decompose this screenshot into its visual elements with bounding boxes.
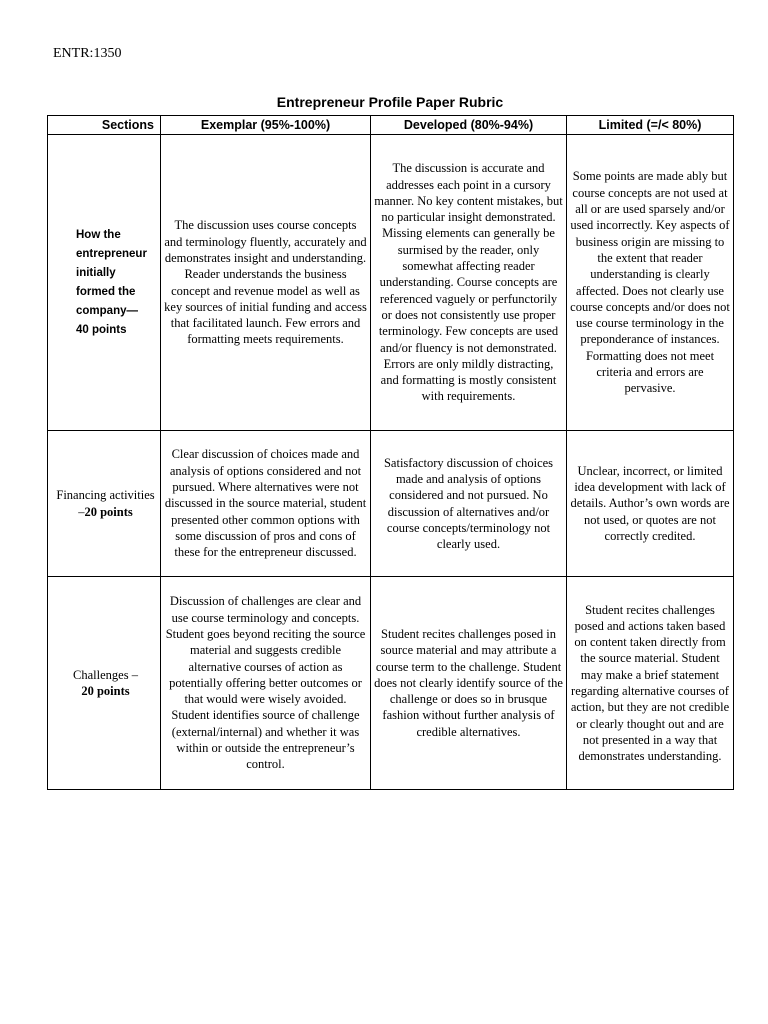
column-header-limited: Limited (=/< 80%) <box>567 116 734 135</box>
limited-cell: Unclear, incorrect, or limited idea development with lack of details. Author’s own words are not used, or quotes are not correctly credited. <box>567 431 734 577</box>
developed-cell: Student recites challenges posed in source material and may attribute a course term to the challenge. Student does not clearly identify source of the challenge or does so in brusque fashion without further analysis of credible alternatives. <box>371 577 567 790</box>
section-points: 20 points <box>81 684 130 698</box>
exemplar-cell: The discussion uses course concepts and terminology fluently, accurately and demonstrates insight and understanding. Reader understands the business concept and revenue model as well as key sources of initial funding and access that facilitated launch. Few errors and formatting meets requirements. <box>161 135 371 431</box>
rubric-header-row <box>48 116 734 135</box>
limited-cell: Student recites challenges posed and actions taken based on content taken directly from the source material. Student may make a brief statement regarding alternative courses of action, but they are not credible or clearly thought out and are not presented in a way that demonstrates understanding. <box>567 577 734 790</box>
exemplar-cell: Discussion of challenges are clear and use course terminology and concepts. Student goes beyond reciting the source material and suggests credible alternative courses of action as potentially offering better outcomes or that would were wisely avoided. Student identifies source of challenge (external/internal) and whether it was within or outside the entrepreneur’s control. <box>161 577 371 790</box>
course-code: ENTR:1350 <box>53 46 122 61</box>
limited-cell: Some points are made ably but course concepts are not used at all or are used sparsely and/or used incorrectly. Key aspects of business origin are missing to the extent that reader understanding is clearly affected. Does not clearly use course concepts and/or does not use course terminology in the preponderance of instances. Formatting does not meet criteria and errors are pervasive. <box>567 135 734 431</box>
section-label-formation <box>48 135 161 431</box>
table-row <box>48 135 734 431</box>
column-header-sections: Sections <box>48 116 161 135</box>
exemplar-cell: Clear discussion of choices made and analysis of options considered and not pursued. Where alternatives were not discussed in the source material, student presented other common options with some discussion of pros and cons of these for the entrepreneur discussed. <box>161 431 371 577</box>
column-header-exemplar: Exemplar (95%-100%) <box>161 116 371 135</box>
section-label-text: How the entrepreneur initially formed the company— <box>76 228 147 317</box>
section-label-challenges <box>48 577 161 790</box>
developed-cell: Satisfactory discussion of choices made and analysis of options considered and not pursued. No discussion of alternatives and/or course concepts/terminology not clearly used. <box>371 431 567 577</box>
section-points: 40 points <box>76 323 127 336</box>
column-header-developed: Developed (80%-94%) <box>371 116 567 135</box>
document-title: Entrepreneur Profile Paper Rubric <box>276 94 504 110</box>
developed-cell: The discussion is accurate and addresses each point in a cursory manner. No key content mistakes, but no particular insight demonstrated. Missing elements can generally be surmised by the reader, only somewhat affecting reader understanding. Course concepts are referenced vaguely or perfunctorily or does not consistently use proper terminology. Few concepts are used and/or fluency is not demonstrated. Errors are only mildly distracting, and formatting is mostly consistent with requirements. <box>371 135 567 431</box>
section-label-text: Challenges – <box>73 667 138 682</box>
table-row <box>48 577 734 790</box>
table-row <box>48 431 734 577</box>
section-label-text: Financing activities – <box>56 488 155 519</box>
section-points: 20 points <box>84 504 133 519</box>
rubric-table <box>47 115 734 790</box>
section-label-financing <box>48 431 161 577</box>
